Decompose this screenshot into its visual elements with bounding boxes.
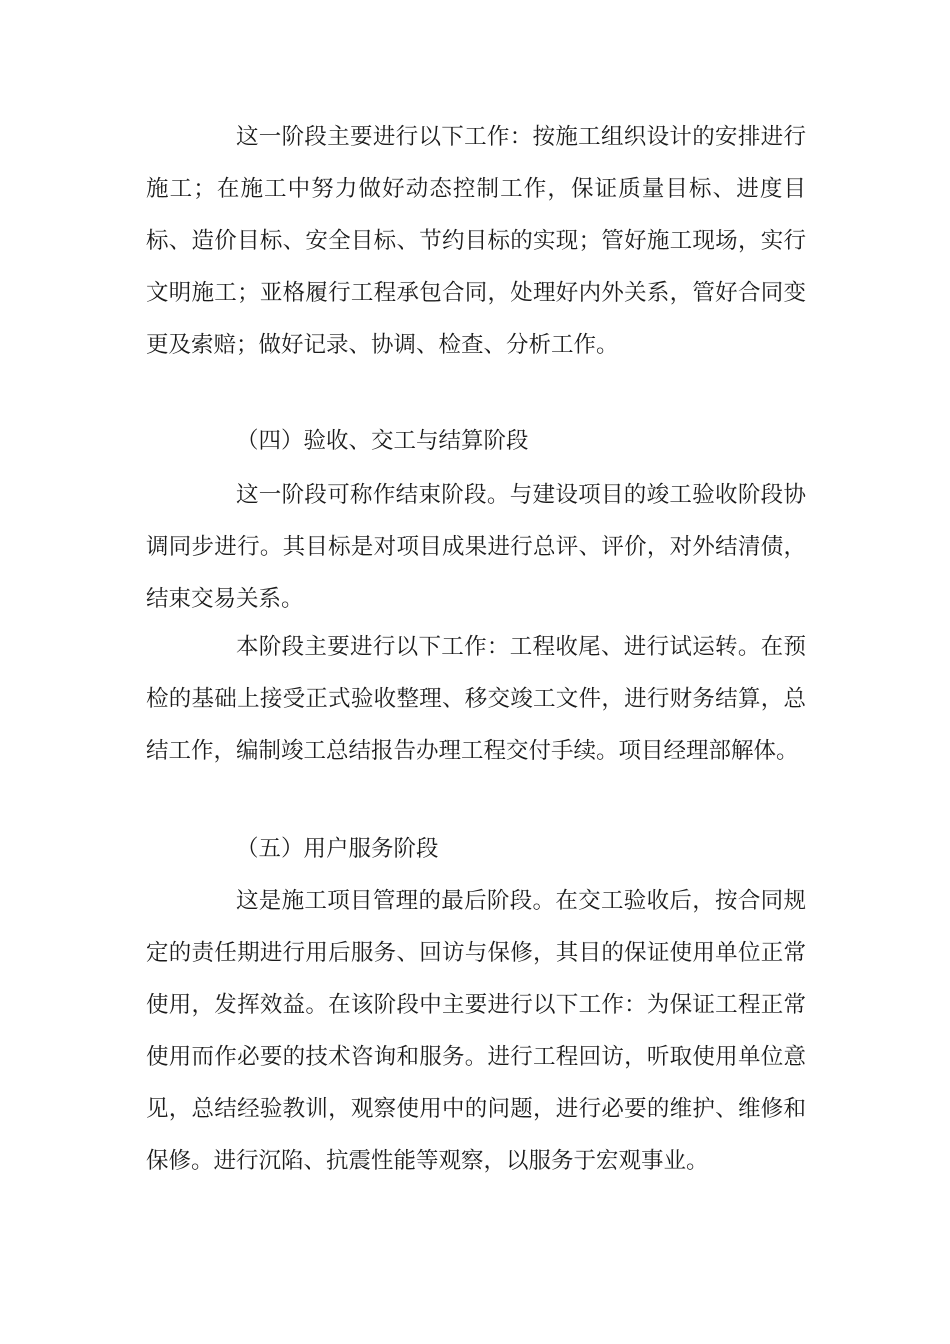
section-heading: （四）验收、交工与结算阶段 (236, 428, 529, 454)
paragraph-line: 使用而作必要的技术咨询和服务。进行工程回访，听取使用单位意 (146, 1044, 806, 1070)
paragraph-line: 这一阶段可称作结束阶段。与建设项目的竣工验收阶段协 (236, 482, 806, 508)
paragraph-line: 文明施工；亚格履行工程承包合同，处理好内外关系，管好合同变 (146, 280, 806, 306)
paragraph-line: 施工；在施工中努力做好动态控制工作，保证质量目标、进度目 (146, 176, 806, 202)
paragraph-line: 调同步进行。其目标是对项目成果进行总评、评价，对外结清债， (146, 534, 806, 560)
paragraph-line: 使用，发挥效益。在该阶段中主要进行以下工作：为保证工程正常 (146, 992, 806, 1018)
section-heading: （五）用户服务阶段 (236, 836, 439, 862)
paragraph-line: 本阶段主要进行以下工作：工程收尾、进行试运转。在预 (236, 634, 806, 660)
paragraph-line: 标、造价目标、安全目标、节约目标的实现；管好施工现场，实行 (146, 228, 806, 254)
paragraph-line: 结工作，编制竣工总结报告办理工程交付手续。项目经理部解体。 (146, 738, 799, 764)
paragraph-line: 检的基础上接受正式验收整理、移交竣工文件，进行财务结算，总 (146, 686, 806, 712)
paragraph-line: 保修。进行沉陷、抗震性能等观察，以服务于宏观事业。 (146, 1148, 709, 1174)
paragraph-line: 这一阶段主要进行以下工作：按施工组织设计的安排进行 (236, 124, 806, 150)
paragraph-line: 结束交易关系。 (146, 586, 304, 612)
paragraph-line: 这是施工项目管理的最后阶段。在交工验收后，按合同规 (236, 888, 806, 914)
paragraph-line: 更及索赔；做好记录、协调、检查、分析工作。 (146, 332, 619, 358)
paragraph-line: 定的责任期进行用后服务、回访与保修，其目的保证使用单位正常 (146, 940, 806, 966)
paragraph-line: 见，总结经验教训，观察使用中的问题，进行必要的维护、维修和 (146, 1096, 806, 1122)
